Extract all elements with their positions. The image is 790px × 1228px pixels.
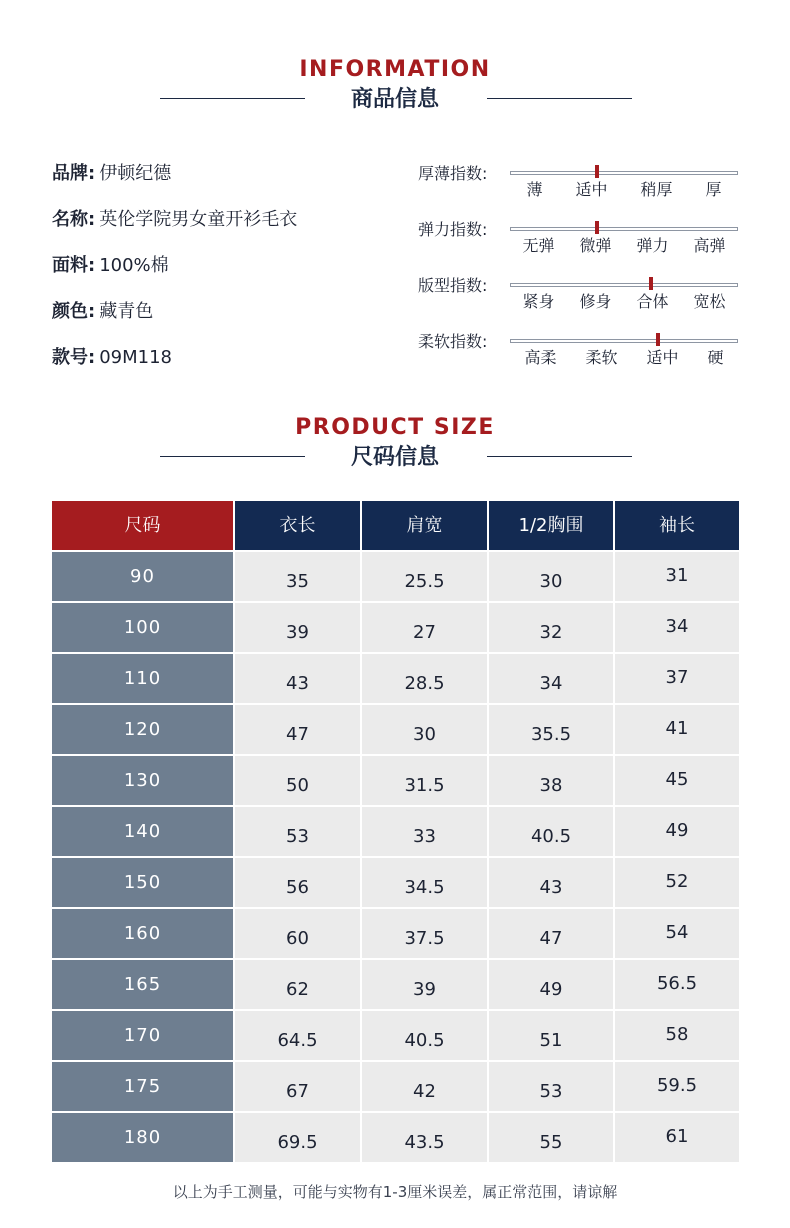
size-cell: 180 bbox=[52, 1113, 233, 1162]
index-option: 高柔 bbox=[524, 348, 557, 367]
value-cell: 41 bbox=[615, 705, 739, 754]
information-title-cn: 商品信息 bbox=[350, 87, 439, 112]
info-value: 藏青色 bbox=[99, 301, 154, 322]
index-label: 厚薄指数: bbox=[418, 164, 488, 183]
info-value: 英伦学院男女童开衫毛衣 bbox=[99, 209, 298, 230]
index-softness bbox=[418, 331, 738, 381]
value-cell: 37.5 bbox=[362, 909, 487, 958]
size-title-cn: 尺码信息 bbox=[350, 445, 439, 470]
index-scale bbox=[510, 339, 738, 343]
info-key: 品牌: bbox=[52, 163, 96, 184]
size-cell: 120 bbox=[52, 705, 233, 754]
header-size: 尺码 bbox=[52, 501, 233, 550]
size-cell: 150 bbox=[52, 858, 233, 907]
value-cell: 42 bbox=[362, 1062, 487, 1111]
divider-right bbox=[487, 98, 632, 99]
value-cell: 34 bbox=[489, 654, 613, 703]
divider-right bbox=[487, 456, 632, 457]
index-option: 合体 bbox=[636, 292, 669, 311]
value-cell: 43 bbox=[235, 654, 360, 703]
info-value: 伊顿纪德 bbox=[99, 163, 172, 184]
value-cell: 28.5 bbox=[362, 654, 487, 703]
size-cell: 100 bbox=[52, 603, 233, 652]
value-cell: 37 bbox=[615, 654, 739, 703]
value-cell: 34 bbox=[615, 603, 739, 652]
size-cell: 165 bbox=[52, 960, 233, 1009]
value-cell: 30 bbox=[362, 705, 487, 754]
index-options bbox=[510, 347, 738, 369]
index-option: 宽松 bbox=[693, 292, 726, 311]
table-row bbox=[52, 1062, 739, 1111]
index-options bbox=[510, 179, 738, 201]
value-cell: 58 bbox=[615, 1011, 739, 1060]
value-cell: 51 bbox=[489, 1011, 613, 1060]
index-marker bbox=[649, 277, 653, 290]
index-elasticity bbox=[418, 219, 738, 269]
index-scale bbox=[510, 171, 738, 175]
value-cell: 53 bbox=[235, 807, 360, 856]
index-option: 稍厚 bbox=[640, 180, 673, 199]
index-options bbox=[510, 291, 738, 313]
value-cell: 61 bbox=[615, 1113, 739, 1162]
table-row bbox=[52, 756, 739, 805]
index-option: 柔软 bbox=[585, 348, 618, 367]
table-row bbox=[52, 858, 739, 907]
size-table bbox=[52, 501, 739, 1164]
value-cell: 27 bbox=[362, 603, 487, 652]
header-sleeve: 袖长 bbox=[615, 501, 739, 550]
index-label: 柔软指数: bbox=[418, 332, 488, 351]
information-heading bbox=[0, 57, 790, 115]
index-option: 微弹 bbox=[579, 236, 612, 255]
table-row bbox=[52, 1113, 739, 1162]
value-cell: 56.5 bbox=[615, 960, 739, 1009]
value-cell: 32 bbox=[489, 603, 613, 652]
value-cell: 45 bbox=[615, 756, 739, 805]
value-cell: 60 bbox=[235, 909, 360, 958]
header-shoulder: 肩宽 bbox=[362, 501, 487, 550]
size-cell: 160 bbox=[52, 909, 233, 958]
info-color bbox=[52, 300, 153, 324]
index-scale bbox=[510, 227, 738, 231]
index-option: 无弹 bbox=[522, 236, 555, 255]
value-cell: 59.5 bbox=[615, 1062, 739, 1111]
table-row bbox=[52, 909, 739, 958]
size-title-en: PRODUCT SIZE bbox=[295, 415, 495, 440]
value-cell: 35 bbox=[235, 552, 360, 601]
index-options bbox=[510, 235, 738, 257]
info-value: 100%棉 bbox=[99, 255, 169, 276]
value-cell: 49 bbox=[615, 807, 739, 856]
value-cell: 49 bbox=[489, 960, 613, 1009]
info-name bbox=[52, 208, 297, 232]
size-cell: 130 bbox=[52, 756, 233, 805]
table-row bbox=[52, 960, 739, 1009]
info-key: 面料: bbox=[52, 255, 96, 276]
value-cell: 39 bbox=[235, 603, 360, 652]
value-cell: 64.5 bbox=[235, 1011, 360, 1060]
index-marker bbox=[656, 333, 660, 346]
index-fit bbox=[418, 275, 738, 325]
value-cell: 33 bbox=[362, 807, 487, 856]
table-row bbox=[52, 603, 739, 652]
index-scale bbox=[510, 283, 738, 287]
size-cell: 110 bbox=[52, 654, 233, 703]
value-cell: 43 bbox=[489, 858, 613, 907]
value-cell: 54 bbox=[615, 909, 739, 958]
index-thickness bbox=[418, 163, 738, 213]
value-cell: 39 bbox=[362, 960, 487, 1009]
index-option: 修身 bbox=[579, 292, 612, 311]
value-cell: 47 bbox=[489, 909, 613, 958]
table-row bbox=[52, 807, 739, 856]
value-cell: 50 bbox=[235, 756, 360, 805]
information-title-en: INFORMATION bbox=[299, 57, 491, 82]
measurement-note: 以上为手工测量，可能与实物有1-3厘米误差，属正常范围，请谅解 bbox=[172, 1183, 618, 1201]
value-cell: 30 bbox=[489, 552, 613, 601]
size-cell: 90 bbox=[52, 552, 233, 601]
header-length: 衣长 bbox=[235, 501, 360, 550]
value-cell: 40.5 bbox=[489, 807, 613, 856]
value-cell: 67 bbox=[235, 1062, 360, 1111]
info-style-no bbox=[52, 346, 172, 370]
info-key: 名称: bbox=[52, 209, 96, 230]
value-cell: 38 bbox=[489, 756, 613, 805]
index-option: 弹力 bbox=[636, 236, 669, 255]
info-key: 颜色: bbox=[52, 301, 96, 322]
value-cell: 40.5 bbox=[362, 1011, 487, 1060]
divider-left bbox=[160, 98, 305, 99]
value-cell: 52 bbox=[615, 858, 739, 907]
value-cell: 31.5 bbox=[362, 756, 487, 805]
index-option: 硬 bbox=[707, 348, 724, 367]
divider-left bbox=[160, 456, 305, 457]
size-heading bbox=[0, 415, 790, 473]
info-value: 09M118 bbox=[99, 347, 172, 368]
value-cell: 53 bbox=[489, 1062, 613, 1111]
value-cell: 25.5 bbox=[362, 552, 487, 601]
index-option: 紧身 bbox=[522, 292, 555, 311]
index-option: 厚 bbox=[705, 180, 722, 199]
value-cell: 62 bbox=[235, 960, 360, 1009]
size-cell: 175 bbox=[52, 1062, 233, 1111]
index-option: 适中 bbox=[646, 348, 679, 367]
table-header-row bbox=[52, 501, 739, 550]
header-half-chest: 1/2胸围 bbox=[489, 501, 613, 550]
table-row bbox=[52, 654, 739, 703]
info-brand bbox=[52, 162, 171, 186]
index-label: 弹力指数: bbox=[418, 220, 488, 239]
size-cell: 170 bbox=[52, 1011, 233, 1060]
index-marker bbox=[595, 221, 599, 234]
value-cell: 55 bbox=[489, 1113, 613, 1162]
table-row bbox=[52, 552, 739, 601]
info-key: 款号: bbox=[52, 347, 96, 368]
value-cell: 43.5 bbox=[362, 1113, 487, 1162]
value-cell: 35.5 bbox=[489, 705, 613, 754]
size-cell: 140 bbox=[52, 807, 233, 856]
value-cell: 34.5 bbox=[362, 858, 487, 907]
value-cell: 47 bbox=[235, 705, 360, 754]
value-cell: 31 bbox=[615, 552, 739, 601]
index-label: 版型指数: bbox=[418, 276, 488, 295]
value-cell: 69.5 bbox=[235, 1113, 360, 1162]
index-option: 薄 bbox=[526, 180, 543, 199]
index-option: 高弹 bbox=[693, 236, 726, 255]
index-marker bbox=[595, 165, 599, 178]
value-cell: 56 bbox=[235, 858, 360, 907]
table-row bbox=[52, 705, 739, 754]
index-option: 适中 bbox=[575, 180, 608, 199]
info-fabric bbox=[52, 254, 169, 278]
table-row bbox=[52, 1011, 739, 1060]
